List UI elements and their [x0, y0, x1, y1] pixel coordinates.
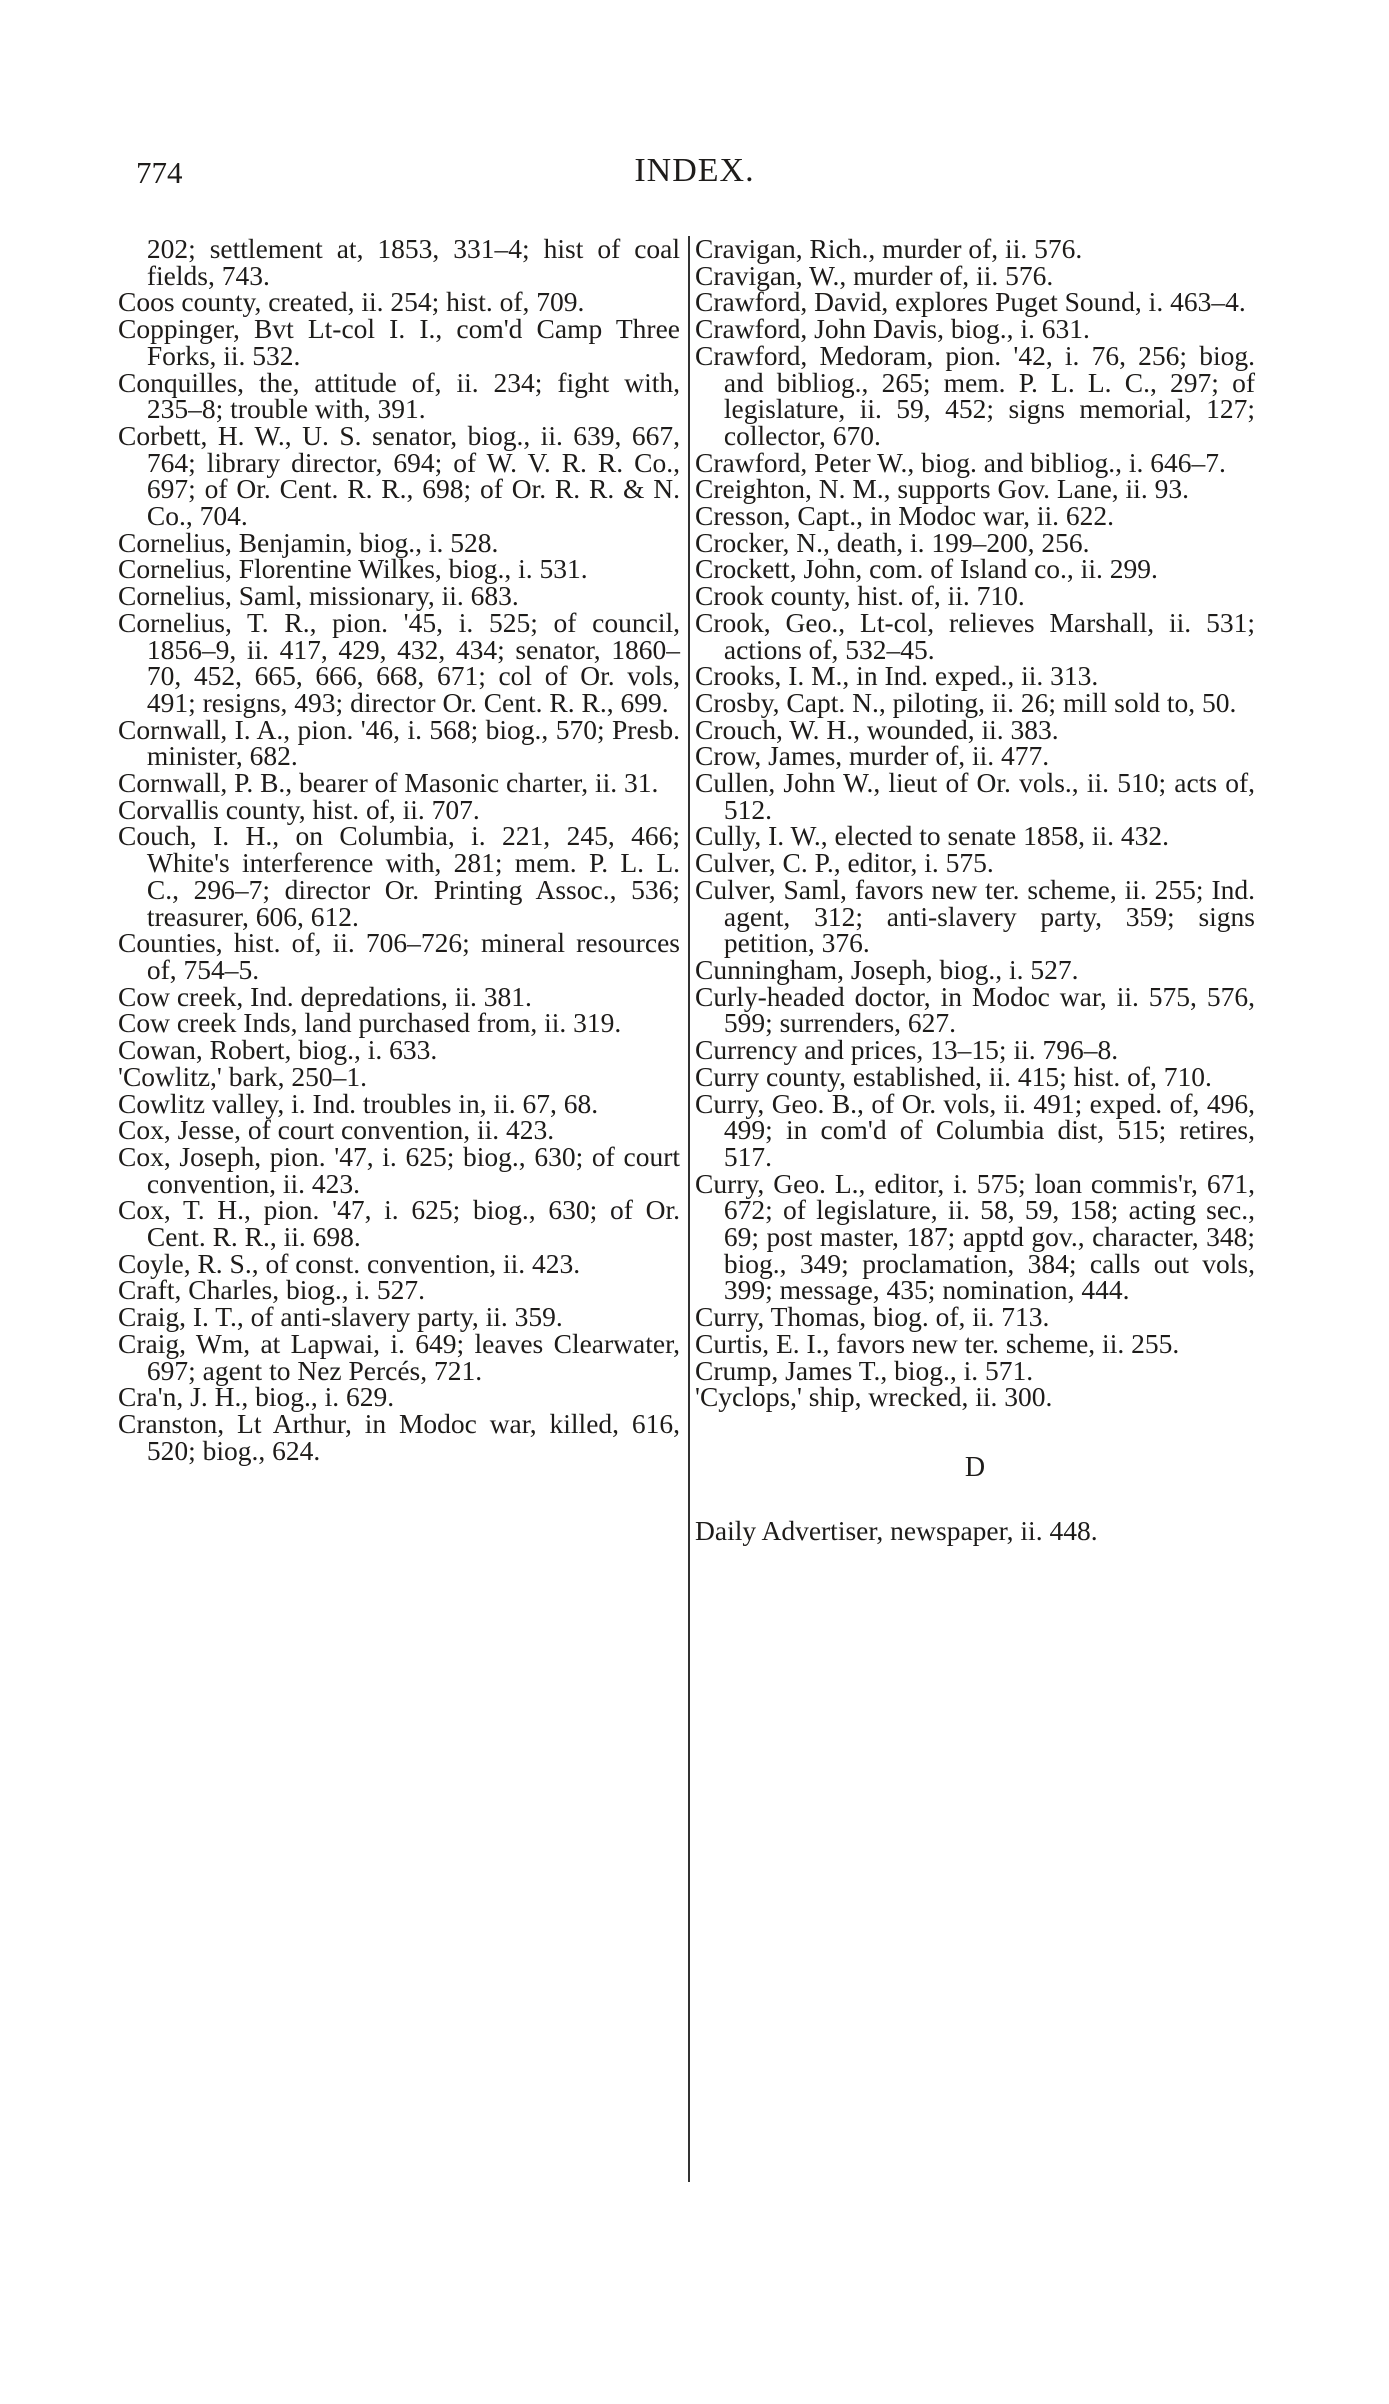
index-entry: Couch, I. H., on Columbia, i. 221, 245, 466; White's interference with, 281; mem. P. L. L. C., 296–7; director Or. Printing Assoc., 536; treasurer, 606, 612. — [118, 820, 680, 932]
index-entry: Cowan, Robert, biog., i. 633. — [118, 1034, 438, 1066]
index-entry: Cravigan, W., murder of, ii. 576. — [695, 259, 1054, 291]
column-rule — [688, 236, 690, 2182]
page-number: 774 — [136, 155, 183, 190]
index-entry: Cresson, Capt., in Modoc war, ii. 622. — [695, 500, 1114, 532]
index-entry: Cornelius, Saml, missionary, ii. 683. — [118, 580, 519, 612]
left-column — [118, 233, 680, 1466]
index-entry: Crocker, N., death, i. 199–200, 256. — [695, 526, 1090, 558]
index-entry: Cowlitz valley, i. Ind. troubles in, ii. 67, 68. — [118, 1087, 599, 1119]
index-entry: Cullen, John W., lieut of Or. vols., ii. 510; acts of, 512. — [695, 767, 1255, 825]
index-entry: Crawford, Medoram, pion. '42, i. 76, 256; biog. and bibliog., 265; mem. P. L. L. C., 297; of legislature, ii. 59, 452; signs memorial, 127; collector, 670. — [695, 339, 1255, 451]
index-entry: Cow creek, Ind. depredations, ii. 381. — [118, 980, 532, 1012]
index-entry: Curry, Thomas, biog. of, ii. 713. — [695, 1301, 1050, 1333]
index-entry: Conquilles, the, attitude of, ii. 234; fight with, 235–8; trouble with, 391. — [118, 366, 680, 425]
index-entry: Cornwall, P. B., bearer of Masonic charter, ii. 31. — [118, 767, 659, 799]
index-entry: Coyle, R. S., of const. convention, ii. 423. — [118, 1247, 581, 1279]
running-head: INDEX. — [634, 152, 755, 189]
index-entry: Curly-headed doctor, in Modoc war, ii. 575, 576, 599; surrenders, 627. — [695, 980, 1255, 1039]
index-entry: Cow creek Inds, land purchased from, ii. 319. — [118, 1007, 622, 1039]
index-entry: Craft, Charles, biog., i. 527. — [118, 1274, 426, 1306]
right-entry-list — [695, 233, 1255, 1413]
d-section-entry-list — [695, 1514, 1255, 1546]
index-entry: Cravigan, Rich., murder of, ii. 576. — [695, 233, 1083, 264]
index-entry: Creighton, N. M., supports Gov. Lane, ii. 93. — [695, 473, 1189, 505]
index-entry: Craig, I. T., of anti-slavery party, ii. 359. — [118, 1301, 563, 1333]
index-entry: Cornelius, Florentine Wilkes, biog., i. 531. — [118, 553, 588, 585]
index-entry: Craig, Wm, at Lapwai, i. 649; leaves Clearwater, 697; agent to Nez Percés, 721. — [118, 1327, 680, 1386]
index-entry: Crouch, W. H., wounded, ii. 383. — [695, 713, 1059, 745]
index-entry: Cornwall, I. A., pion. '46, i. 568; biog., 570; Presb. minister, 682. — [118, 713, 680, 772]
index-entry: Cornelius, Benjamin, biog., i. 528. — [118, 526, 499, 558]
index-entry: Crook, Geo., Lt-col, relieves Marshall, ii. 531; actions of, 532–45. — [695, 606, 1255, 665]
index-entry: Crow, James, murder of, ii. 477. — [695, 740, 1050, 772]
index-entry: Currency and prices, 13–15; ii. 796–8. — [695, 1034, 1119, 1066]
index-entry: Crawford, Peter W., biog. and bibliog., i. 646–7. — [695, 446, 1226, 478]
index-entry: Corbett, H. W., U. S. senator, biog., ii. 639, 667, 764; library director, 694; of W. V. R. R. Co., 697; of Or. Cent. R. R., 698; of Or. R. R. & N. Co., 704. — [118, 419, 680, 532]
index-entry: Cunningham, Joseph, biog., i. 527. — [695, 953, 1079, 985]
index-entry: 'Cowlitz,' bark, 250–1. — [118, 1060, 367, 1092]
index-entry: Cully, I. W., elected to senate 1858, ii. 432. — [695, 820, 1170, 852]
index-entry: Cox, Joseph, pion. '47, i. 625; biog., 630; of court convention, ii. 423. — [118, 1140, 680, 1199]
index-entry: Cox, T. H., pion. '47, i. 625; biog., 630; of Or. Cent. R. R., ii. 698. — [118, 1194, 680, 1253]
index-entry: Crockett, John, com. of Island co., ii. 299. — [695, 553, 1158, 585]
continuation-entry: 202; settlement at, 1853, 331–4; hist of coal fields, 743. — [146, 233, 680, 291]
index-entry: Curry, Geo. B., of Or. vols, ii. 491; exped. of, 496, 499; in com'd of Columbia dist, 515; retires, 517. — [695, 1087, 1255, 1172]
index-entry: Crawford, David, explores Puget Sound, i. 463–4. — [695, 286, 1246, 318]
index-entry: Culver, Saml, favors new ter. scheme, ii. 255; Ind. agent, 312; anti-slavery party, 359; signs petition, 376. — [695, 873, 1255, 959]
index-entry: Crump, James T., biog., i. 571. — [695, 1354, 1034, 1386]
index-entry: Crook county, hist. of, ii. 710. — [695, 580, 1025, 612]
index-entry: Corvallis county, hist. of, ii. 707. — [118, 793, 480, 825]
index-entry: Counties, hist. of, ii. 706–726; mineral resources of, 754–5. — [118, 927, 680, 985]
index-entry: Crawford, John Davis, biog., i. 631. — [695, 313, 1090, 345]
index-entry: Cox, Jesse, of court convention, ii. 423. — [118, 1114, 555, 1146]
index-entry: Crosby, Capt. N., piloting, ii. 26; mill sold to, 50. — [695, 686, 1237, 718]
right-column — [695, 233, 1255, 1546]
index-entry: Curtis, E. I., favors new ter. scheme, ii. 255. — [695, 1327, 1180, 1359]
index-entry: Cra'n, J. H., biog., i. 629. — [118, 1381, 395, 1413]
section-letter-heading: D — [964, 1451, 986, 1483]
index-entry: Daily Advertiser, newspaper, ii. 448. — [695, 1514, 1098, 1546]
index-entry: Curry county, established, ii. 415; hist. of, 710. — [695, 1060, 1212, 1092]
index-entry: Cornelius, T. R., pion. '45, i. 525; of council, 1856–9, ii. 417, 429, 432, 434; senator, 1860–70, 452, 665, 666, 668, 671; col of Or. vols, 491; resigns, 493; director Or. Cent. R. R., 699. — [118, 606, 680, 718]
index-entry: Crooks, I. M., in Ind. exped., ii. 313. — [695, 660, 1099, 692]
index-entry: Cranston, Lt Arthur, in Modoc war, killed, 616, 520; biog., 624. — [118, 1407, 680, 1466]
left-entry-list — [118, 286, 680, 1466]
index-entry: 'Cyclops,' ship, wrecked, ii. 300. — [695, 1381, 1053, 1413]
index-entry: Coos county, created, ii. 254; hist. of, 709. — [118, 286, 585, 318]
index-entry: Curry, Geo. L., editor, i. 575; loan commis'r, 671, 672; of legislature, ii. 58, 59, 158; acting sec., 69; post master, 187; apptd gov., character, 348; biog., 349; proclamation, 384; calls out vols, 399; message, 435; nomination, 444. — [695, 1167, 1255, 1306]
index-entry: Coppinger, Bvt Lt-col I. I., com'd Camp Three Forks, ii. 532. — [118, 313, 680, 371]
index-entry: Culver, C. P., editor, i. 575. — [695, 847, 994, 879]
